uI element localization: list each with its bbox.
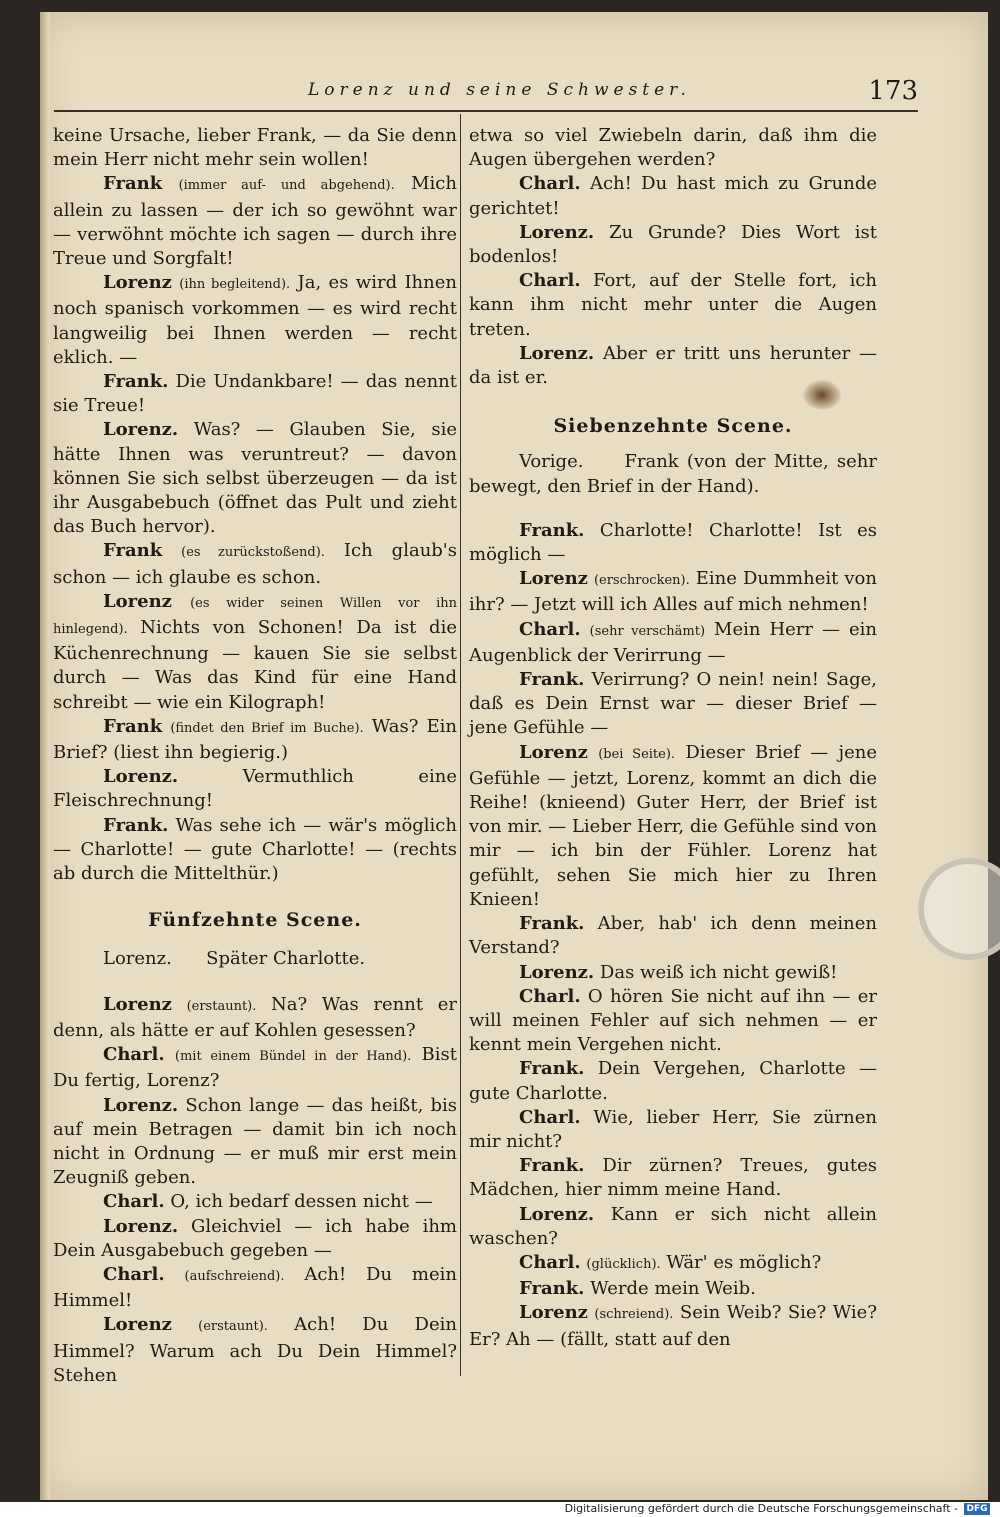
page-number: 173 (868, 76, 918, 106)
dialogue-text: Na? Was rennt er denn, als hätte er auf Kohlen gesessen? (53, 993, 457, 1041)
dialogue-text: Dieser Brief — jene Gefühle — jetzt, Lorenz, kommt an dich die Reihe! (knieend) Guter Herr, der Brief ist von mir. — Lieber Herr, die Gefühle sind von mir — ich bin der Fühler. Lorenz hat gefühlt, sehen Sie mich hier zu Ihren Knieen! (469, 741, 877, 910)
speaker-name: Frank. (519, 913, 585, 935)
stage-direction: (es zurückstoßend). (181, 545, 325, 561)
cast-line: Lorenz. Später Charlotte. (103, 947, 366, 969)
dialogue-text: Was? — Glauben Sie, sie hätte Ihnen was veruntreut? — davon können Sie sich selbst überzeugen — da ist ihr Ausgabebuch (öffnet das Pult und zieht das Buch hervor). (53, 419, 457, 538)
dialogue-paragraph (53, 993, 457, 1043)
dialogue-text: Verirrung? O nein! nein! Sage, daß es Dein Ernst war — dieser Brief — jene Gefühle — (469, 669, 877, 739)
stage-direction: (aufschreiend). (184, 1268, 285, 1284)
dialogue-paragraph (469, 519, 877, 567)
dialogue-text: Ja, es wird Ihnen noch spanisch vorkommen — es wird recht langweilig bei Ihnen werden — recht eklich. — (53, 272, 457, 368)
speaker-name: Lorenz. (519, 1203, 595, 1225)
speaker-name: Lorenz (103, 272, 172, 294)
speaker-name: Charl. (519, 618, 581, 640)
speaker-name: Frank. (103, 814, 169, 836)
stage-direction: (immer auf- und abgehend). (178, 178, 395, 194)
dfg-logo: DFG (964, 1503, 990, 1515)
header-rule (54, 110, 918, 112)
dialogue-paragraph (469, 1106, 877, 1154)
dialogue-text: Aber, hab' ich denn meinen Verstand? (469, 913, 877, 959)
speaker-name: Frank. (519, 1058, 585, 1080)
stage-direction: (erschrocken). (593, 573, 690, 589)
dialogue-paragraph (53, 1094, 457, 1191)
dialogue-paragraph (469, 1277, 877, 1301)
speaker-name: Frank (103, 173, 163, 195)
dialogue-paragraph (469, 221, 877, 269)
dialogue-text: Nichts von Schonen! Da ist die Küchenrechnung — kauen Sie sie selbst durch — Was das Kind für eine Hand schreibt — wie ein Kilograph! (53, 617, 457, 713)
dialogue-text: Fort, auf der Stelle fort, ich kann ihm nicht mehr unter die Augen treten. (469, 270, 877, 340)
speaker-name: Frank. (103, 371, 169, 393)
speaker-name: Frank (103, 715, 163, 737)
paragraph: keine Ursache, lieber Frank, — da Sie denn mein Herr nicht mehr sein wollen! (53, 125, 457, 171)
speaker-name: Charl. (103, 1044, 165, 1066)
dialogue-paragraph (469, 912, 877, 960)
dialogue-text: Ich glaub's schon — ich glaube es schon. (53, 540, 457, 588)
speaker-name: Lorenz. (103, 1215, 179, 1237)
dialogue-paragraph (469, 668, 877, 741)
stage-direction: (bei Seite). (598, 746, 676, 762)
speaker-name: Charl. (519, 1251, 581, 1273)
dialogue-paragraph (469, 1154, 877, 1202)
paragraph: etwa so viel Zwiebeln darin, daß ihm die Augen übergehen werden? (469, 125, 877, 171)
dialogue-text: Bist Du fertig, Lorenz? (53, 1044, 457, 1092)
dialogue-paragraph (53, 370, 457, 418)
speaker-name: Lorenz (103, 993, 172, 1015)
dialogue-paragraph (469, 269, 877, 342)
speaker-name: Charl. (519, 1106, 581, 1128)
stage-direction: (findet den Brief im Buche). (170, 720, 364, 736)
dialogue-text: Wär' es möglich? (660, 1251, 822, 1273)
left-column (53, 124, 457, 1388)
speaker-name: Frank. (519, 669, 585, 691)
page-header (40, 74, 988, 114)
dialogue-text: Ach! Du hast mich zu Grunde gerichtet! (469, 173, 877, 219)
dialogue-paragraph (469, 1251, 877, 1277)
dialogue-text: Wie, lieber Herr, Sie zürnen mir nicht? (469, 1106, 877, 1152)
stage-direction: (erstaunt). (198, 1319, 268, 1335)
dialogue-paragraph (53, 1190, 457, 1214)
dialogue-text: Eine Dummheit von ihr? — Jetzt will ich Alles auf mich nehmen! (469, 568, 877, 616)
dialogue-paragraph (53, 1263, 457, 1313)
column-divider (460, 114, 461, 1376)
stage-direction: (es wider seinen Willen vor ihn hinlegend). (53, 595, 457, 638)
dialogue-paragraph (469, 342, 877, 390)
dialogue-text: Was? Ein Brief? (liest ihn begierig.) (53, 715, 457, 764)
dialogue-paragraph (469, 985, 877, 1058)
dialogue-text: Mein Herr — ein Augenblick der Verirrung — (469, 618, 877, 666)
speaker-name: Lorenz (103, 590, 172, 612)
dialogue-paragraph (53, 418, 457, 539)
dialogue-text: Ach! Du mein Himmel! (53, 1263, 457, 1312)
dialogue-text: Das weiß ich nicht gewiß! (594, 961, 838, 983)
dialogue-text: Was sehe ich — wär's möglich — Charlotte! — gute Charlotte! — (rechts ab durch die Mittelthür.) (53, 814, 457, 885)
dialogue-paragraph (53, 1215, 457, 1263)
dialogue-paragraph (469, 741, 877, 912)
dialogue-text: Schon lange — das heißt, bis auf mein Betragen — damit bin ich noch nicht in Ordnung — er muß mir erst mein Zeugniß geben. (53, 1094, 457, 1189)
dialogue-text: Zu Grunde? Dies Wort ist bodenlos! (469, 221, 877, 268)
dialogue-paragraph (469, 1301, 877, 1351)
dialogue-text: Dir zürnen? Treues, gutes Mädchen, hier nimm meine Hand. (469, 1155, 877, 1201)
dialogue-text: Charlotte! Charlotte! Ist es möglich — (469, 519, 877, 566)
dialogue-paragraph (469, 618, 877, 668)
speaker-name: Lorenz. (103, 419, 179, 441)
dialogue-text: Kann er sich nicht allein waschen? (469, 1203, 877, 1249)
speaker-name: Frank. (519, 1155, 585, 1177)
dialogue-text: Sein Weib? Sie? Wie? Er? Ah — (fällt, statt auf den (469, 1302, 877, 1350)
speaker-name: Charl. (519, 985, 581, 1007)
speaker-name: Lorenz (519, 1302, 588, 1324)
dialogue-text: Dein Vergehen, Charlotte — gute Charlotte. (469, 1058, 877, 1104)
running-title: Lorenz und seine Schwester. (308, 80, 691, 100)
stage-direction: (schreiend). (594, 1307, 674, 1323)
dialogue-paragraph (469, 961, 877, 985)
dialogue-paragraph (53, 765, 457, 813)
speaker-name: Lorenz. (103, 766, 179, 788)
stage-direction: (ihn begleitend). (179, 277, 291, 293)
cast-line: Vorige. Frank (von der Mitte, sehr bewegt, den Brief in der Hand). (469, 451, 883, 497)
dialogue-text: Werde mein Weib. (584, 1278, 756, 1300)
dialogue-text: Gleichviel — ich habe ihm Dein Ausgabebuch gegeben — (53, 1215, 457, 1261)
speaker-name: Frank (103, 540, 163, 562)
scene-heading: Fünfzehnte Scene. (148, 909, 362, 932)
dialogue-text: Vermuthlich eine Fleischrechnung! (53, 766, 457, 812)
dialogue-paragraph (53, 715, 457, 765)
speaker-name: Lorenz (103, 1314, 172, 1336)
dialogue-text: Die Undankbare! — das nennt sie Treue! (53, 371, 457, 417)
dialogue-paragraph (53, 539, 457, 589)
speaker-name: Lorenz. (519, 221, 595, 243)
speaker-name: Lorenz (519, 741, 588, 763)
right-column (469, 124, 883, 1352)
dialogue-paragraph (53, 590, 457, 715)
speaker-name: Charl. (519, 270, 581, 292)
dialogue-paragraph (53, 172, 457, 271)
funding-note: Digitalisierung gefördert durch die Deutsche Forschungsgemeinschaft - (564, 1502, 958, 1515)
stage-direction: (glücklich). (586, 1256, 661, 1272)
speaker-name: Frank. (519, 1278, 585, 1300)
speaker-name: Lorenz. (103, 1094, 179, 1116)
dialogue-paragraph (53, 271, 457, 370)
dialogue-paragraph (469, 1057, 877, 1105)
dialogue-text: Mich allein zu lassen — der ich so gewöhnt war — verwöhnt möchte ich sagen — durch ihre Treue und Sorgfalt! (53, 173, 457, 270)
dialogue-paragraph (469, 172, 877, 220)
dialogue-text: O hören Sie nicht auf ihn — er will meinen Fehler auf sich nehmen — er kennt mein Vergehen nicht. (469, 985, 877, 1056)
speaker-name: Charl. (103, 1191, 165, 1213)
speaker-name: Charl. (519, 173, 581, 195)
scene-heading: Siebenzehnte Scene. (553, 415, 793, 438)
dialogue-paragraph (469, 1203, 877, 1251)
dialogue-text: Ach! Du Dein Himmel? Warum ach Du Dein Himmel? Stehen (53, 1314, 457, 1386)
speaker-name: Lorenz. (519, 342, 595, 364)
book-page (40, 12, 988, 1500)
dialogue-text: Aber er tritt uns herunter — da ist er. (469, 342, 877, 389)
stage-direction: (sehr verschämt) (589, 623, 706, 639)
dialogue-paragraph (53, 1043, 457, 1093)
stage-direction: (mit einem Bündel in der Hand). (174, 1049, 412, 1065)
speaker-name: Lorenz (519, 568, 588, 590)
speaker-name: Charl. (103, 1263, 165, 1285)
dialogue-paragraph (53, 814, 457, 887)
footer-bar (0, 1502, 1000, 1517)
dialogue-text: O, ich bedarf dessen nicht — (164, 1191, 433, 1213)
dialogue-paragraph (53, 1313, 457, 1388)
stage-direction: (erstaunt). (186, 998, 257, 1014)
speaker-name: Lorenz. (519, 961, 595, 983)
speaker-name: Frank. (519, 519, 585, 541)
dialogue-paragraph (469, 567, 877, 617)
